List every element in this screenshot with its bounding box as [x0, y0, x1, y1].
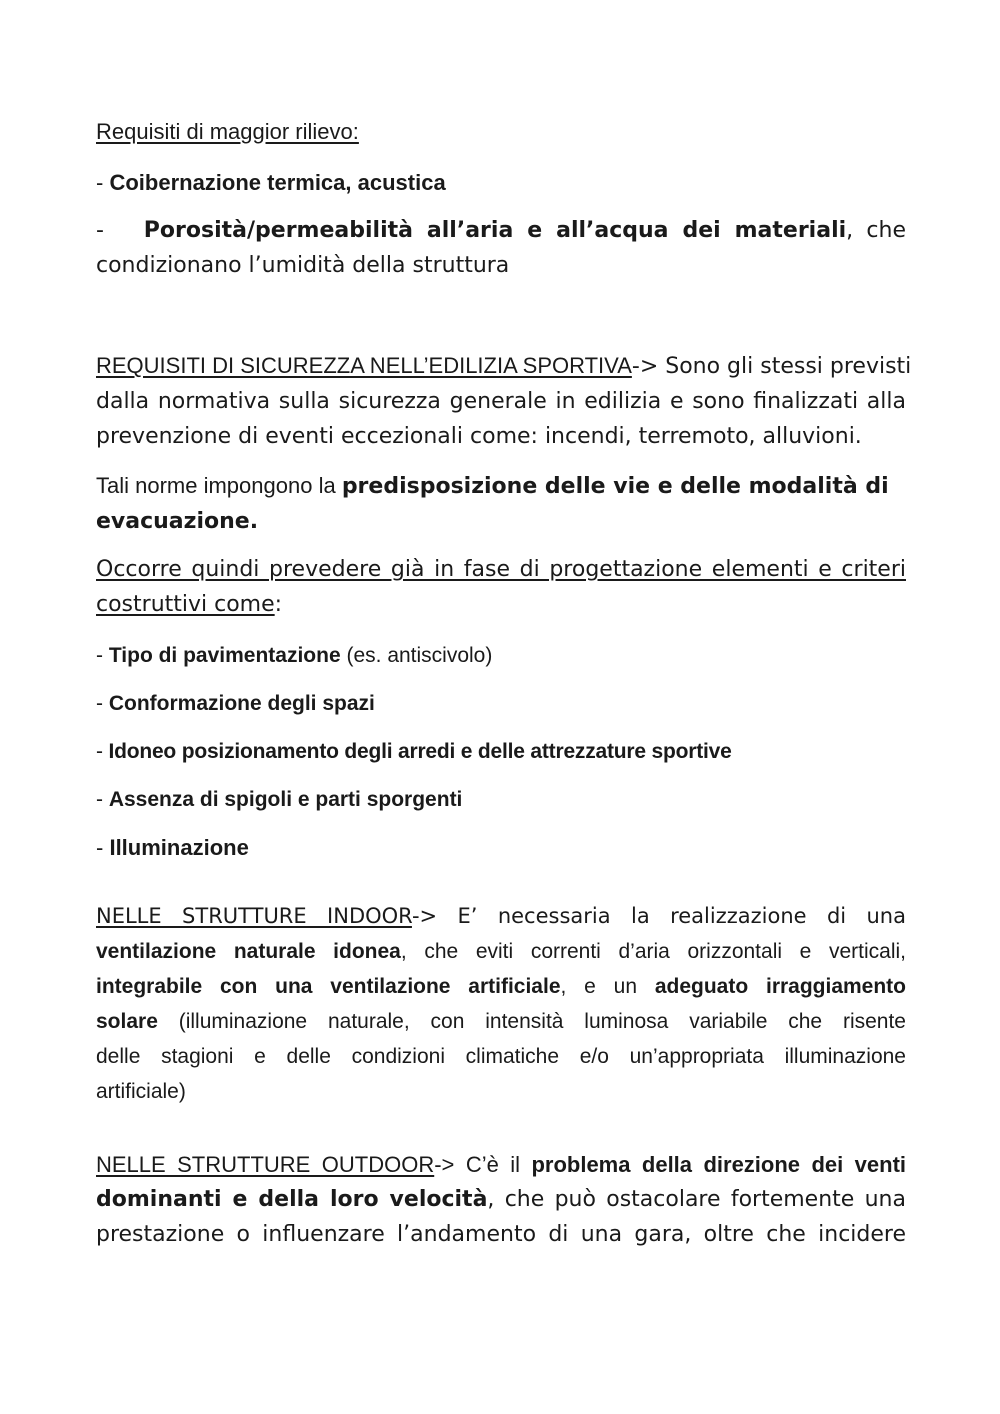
section2-line-1 [96, 348, 912, 384]
design-line-2 [96, 587, 906, 622]
list-item [96, 782, 906, 817]
section4-bold: problema della direzione dei venti [531, 1152, 907, 1177]
section3-paragraph [96, 899, 906, 1109]
section2-design-paragraph [96, 552, 906, 622]
list-dash: - [96, 218, 104, 243]
section2-line-1-text: -> Sono gli stessi previsti [631, 354, 912, 379]
list-item-bold: Idoneo posizionamento degli arredi e delle attrezzature sportive [108, 740, 732, 763]
section3-bold: adeguato irraggiamento [654, 975, 907, 998]
norms-line-1 [96, 468, 906, 504]
section3-line-1-text: -> E’ necessaria la realizzazione di una [411, 904, 906, 928]
list-item-bold: Assenza di spigoli e parti sporgenti [108, 788, 463, 811]
section1-item-2-line-1 [96, 213, 906, 248]
section1-item-1 [96, 165, 906, 200]
section3-bold: integrabile con una ventilazione artificiale [96, 975, 561, 998]
section3-line-6: artificiale) [96, 1080, 186, 1103]
list-item-bold: Conformazione degli spazi [108, 692, 375, 715]
section3-line-2 [96, 934, 906, 969]
section4-line-2 [96, 1182, 906, 1217]
section4-paragraph [96, 1147, 906, 1252]
design-line-1: Occorre quindi prevedere già in fase di progettazione elementi e criteri [96, 557, 906, 582]
section4-line-3: prestazione o influenzare l’andamento di una gara, oltre che incidere [96, 1222, 906, 1247]
norms-bold-1: predisposizione delle vie e delle modalità di [341, 474, 889, 499]
list-item-text: , che [846, 218, 907, 243]
design-line-2-rest: : [274, 592, 283, 617]
list-item-text: (es. antiscivolo) [340, 644, 493, 667]
list-dash: - [96, 835, 110, 860]
section2-heading: REQUISITI DI SICUREZZA NELL’EDILIZIA SPORTIVA [96, 353, 632, 378]
list-dash: - [96, 644, 109, 667]
section3-line-3 [96, 969, 906, 1004]
list-item-bold: Illuminazione [109, 835, 249, 860]
section1-heading: Requisiti di maggior rilievo: [96, 119, 359, 144]
list-dash: - [96, 788, 109, 811]
section2-line-3: prevenzione di eventi eccezionali come: incendi, terremoto, alluvioni. [96, 424, 862, 449]
design-line-2-underlined: costruttivi come [96, 592, 275, 617]
section3-bold: solare [96, 1010, 158, 1033]
section3-bold: ventilazione naturale idonea [96, 940, 401, 963]
section3-line-4 [96, 1004, 906, 1039]
list-item-bold: Porosità/permeabilità all’aria e all’acqua dei materiali [143, 218, 847, 243]
list-dash: - [96, 170, 110, 195]
section4-line-1 [96, 1147, 906, 1182]
list-item [96, 734, 906, 769]
section2-line-2: dalla normativa sulla sicurezza generale in edilizia e sono finalizzati alla [96, 389, 906, 414]
norms-text: Tali norme impongono la [96, 473, 342, 498]
section2-intro-paragraph [96, 348, 912, 454]
section1-heading-paragraph [96, 114, 906, 149]
list-item [96, 638, 906, 673]
section3-line-3-text: , e un [560, 975, 655, 998]
section4-heading: NELLE STRUTTURE OUTDOOR [96, 1152, 435, 1177]
norms-bold-2: evacuazione. [96, 509, 259, 534]
section1-item-2 [96, 213, 906, 283]
section3-heading: NELLE STRUTTURE INDOOR [96, 904, 412, 928]
section1-item-2-line-2: condizionano l’umidità della struttura [96, 253, 510, 278]
section3-line-5: delle stagioni e delle condizioni climatiche e/o un’appropriata illuminazione [96, 1045, 906, 1068]
list-item-bold: Coibernazione termica, acustica [109, 170, 446, 195]
section3-line-2-text: , che eviti correnti d’aria orizzontali e verticali, [400, 940, 907, 963]
section3-line-1 [96, 899, 906, 934]
list-item [96, 686, 906, 721]
section4-line-1-text: -> C’è il [434, 1152, 532, 1177]
section3-line-4-text: (illuminazione naturale, con intensità luminosa variabile che risente [157, 1010, 906, 1033]
section2-norms-paragraph [96, 468, 906, 539]
section4-line-2-text: , che può ostacolare fortemente una [487, 1187, 906, 1212]
list-dash: - [96, 740, 109, 763]
list-item [96, 830, 906, 865]
list-dash: - [96, 692, 109, 715]
list-item-bold: Tipo di pavimentazione [108, 644, 341, 667]
section4-bold: dominanti e della loro velocità [96, 1187, 488, 1212]
